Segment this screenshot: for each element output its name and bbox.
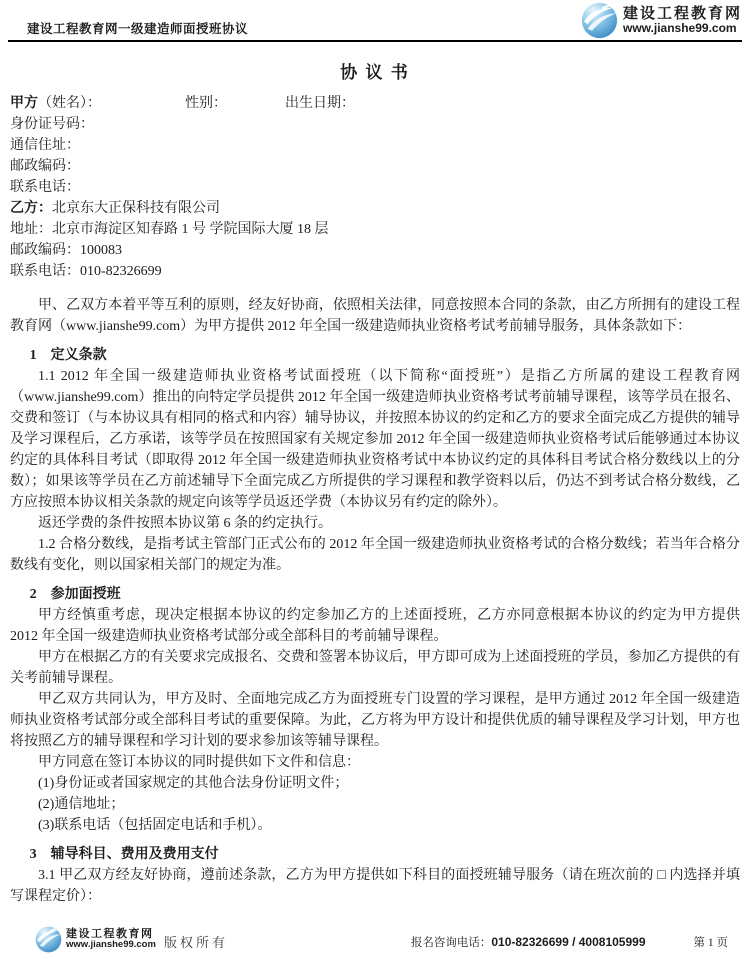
party-b-line bbox=[10, 198, 740, 219]
gender-label: 性别： bbox=[185, 96, 227, 111]
section-2-heading: 2 参加面授班 bbox=[29, 587, 121, 602]
page-header bbox=[0, 0, 750, 40]
section-2-paragraph-2: 甲方在根据乙方的有关要求完成报名、交费和签署本协议后，甲方即可成为上述面授班的学员，参加乙方提供的有关考前辅导课程。 bbox=[10, 650, 740, 686]
required-document-item-3: (3)联系电话（包括固定电话和手机）。 bbox=[38, 818, 272, 833]
party-b-address-label: 地址： bbox=[10, 222, 52, 237]
mailing-address-line: 通信住址： bbox=[10, 138, 80, 153]
section-2-paragraph-3: 甲乙双方共同认为，甲方及时、全面地完成乙方为面授班专门设置的学习课程，是甲方通过 2012 年全国一级建造师执业资格考试部分或全部科目考试的重要保障。为此，乙方将为甲方设计和提供优质的辅导课程及学习计划，甲方也将按照乙方的辅导课程和学习计划的要求参加该等辅导课程。 bbox=[10, 692, 740, 749]
footer-brand-text bbox=[66, 928, 156, 952]
enrollment-phone-label: 报名咨询电话： bbox=[410, 937, 492, 949]
contact-phone-line: 联系电话： bbox=[10, 180, 80, 195]
clause-1-1-paragraph: 1.1 2012 年全国一级建造师执业资格考试面授班（以下简称“面授班”）是指乙方所属的建设工程教育网（www.jianshe99.com）推出的向特定学员提供 2012 年全国一级建造师执业资格考试考前辅导课程，该等学员在报名、交费和签订（与本协议具有相同的格式和内容）辅导协议，并按照本协议的约定和乙方的要求全面完成乙方提供的辅导及学习课程后，乙方承诺，该等学员在按照国家有关规定参加 2012 年全国一级建造师执业资格考试后能够通过本协议约定的具体科目考试（即取得 2012 年全国一级建造师执业资格考试中本协议约定的具体科目考试合格分数线以上的分数）；如果该等学员在乙方前述辅导下全面完成乙方所提供的学习课程和教学资料以后，仍达不到考试合格分数线，乙方应按照本协议相关条款的规定向该等学员返还学费（本协议另有约定的除外）。 bbox=[10, 369, 740, 510]
brand-name: 建设工程教育网 bbox=[622, 4, 742, 22]
footer-globe-swoosh-icon bbox=[35, 926, 62, 953]
clause-3-1-paragraph: 3.1 甲乙双方经友好协商，遵前述条款，乙方为甲方提供如下科目的面授班辅导服务（请在班次前的 □ 内选择并填写课程定价）： bbox=[10, 868, 740, 904]
party-a-label: 甲方 bbox=[10, 96, 38, 111]
party-b-address-line bbox=[10, 219, 740, 240]
enrollment-phone-numbers: 010-82326699 / 4008105999 bbox=[491, 935, 646, 949]
brand-globe-swoosh-icon bbox=[581, 2, 618, 39]
brand-url: www.jianshe99.com bbox=[622, 21, 737, 36]
brand-text bbox=[623, 6, 742, 36]
header-brand bbox=[581, 2, 742, 39]
clause-1-2-paragraph: 1.2 合格分数线，是指考试主管部门正式公布的 2012 年全国一级建造师执业资格考试的合格分数线；若当年合格分数线有变化，则以国家相关部门的规定为准。 bbox=[10, 537, 740, 573]
header-doc-title: 建设工程教育网一级建造师面授班协议 bbox=[27, 22, 249, 36]
party-b-postal-label: 邮政编码： bbox=[10, 243, 80, 258]
id-number-line: 身份证号码： bbox=[10, 117, 94, 132]
party-b-phone-line bbox=[10, 261, 740, 282]
party-b-phone-value: 010-82326699 bbox=[80, 264, 162, 279]
page-footer bbox=[10, 926, 740, 953]
footer-brand-name: 建设工程教育网 bbox=[66, 927, 154, 940]
footer-brand-url: www.jianshe99.com bbox=[66, 939, 156, 951]
required-document-item-1: (1)身份证或者国家规定的其他合法身份证明文件； bbox=[38, 776, 349, 791]
party-b-label: 乙方： bbox=[10, 201, 52, 216]
birthdate-label: 出生日期： bbox=[285, 96, 355, 111]
required-document-item-2: (2)通信地址； bbox=[38, 797, 125, 812]
party-b-phone-label: 联系电话： bbox=[10, 264, 80, 279]
document-content bbox=[10, 93, 740, 907]
page-number: 第 1 页 bbox=[693, 937, 728, 949]
section-2-paragraph-1: 甲方经慎重考虑，现决定根据本协议的约定参加乙方的上述面授班，乙方亦同意根据本协议的约定为甲方提供 2012 年全国一级建造师执业资格考试部分或全部科目的考前辅导课程。 bbox=[10, 608, 740, 644]
party-b-postal-value: 100083 bbox=[80, 243, 122, 258]
party-a-line bbox=[10, 93, 740, 114]
section-2-paragraph-4: 甲方同意在签订本协议的同时提供如下文件和信息： bbox=[38, 755, 360, 770]
party-b-address-value: 北京市海淀区知春路 1 号 学院国际大厦 18 层 bbox=[52, 222, 329, 237]
intro-paragraph: 甲、乙双方本着平等互利的原则，经友好协商，依照相关法律，同意按照本合同的条款，由乙方所拥有的建设工程教育网（www.jianshe99.com）为甲方提供 2012 年全国一级建造师执业资格考试考前辅导服务，具体条款如下： bbox=[10, 298, 740, 334]
party-a-suffix: （姓名）： bbox=[38, 96, 101, 111]
party-b-name: 北京东大正保科技有限公司 bbox=[52, 201, 220, 216]
postal-code-line: 邮政编码： bbox=[10, 159, 80, 174]
document-title: 协 议 书 bbox=[340, 63, 410, 82]
section-3-heading: 3 辅导科目、费用及费用支付 bbox=[29, 847, 219, 862]
header-rule bbox=[8, 40, 742, 42]
footer-brand bbox=[35, 926, 156, 953]
section-1-heading: 1 定义条款 bbox=[29, 348, 107, 363]
copyright-text: 版权所有 bbox=[163, 935, 228, 950]
party-a-field bbox=[10, 93, 185, 114]
enrollment-phone bbox=[411, 934, 646, 950]
refund-condition-paragraph: 返还学费的条件按照本协议第 6 条的约定执行。 bbox=[38, 516, 332, 531]
party-b-postal-line bbox=[10, 240, 740, 261]
